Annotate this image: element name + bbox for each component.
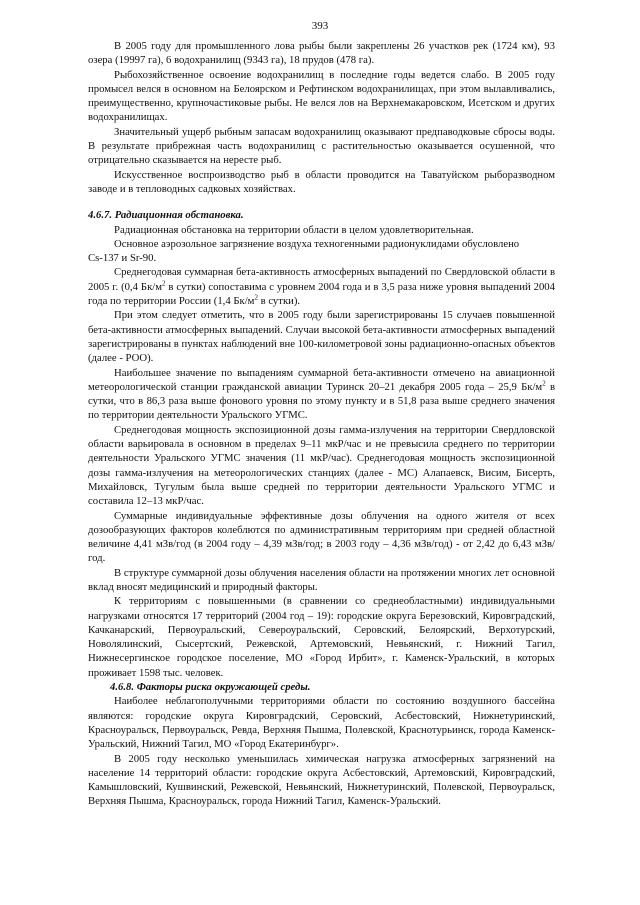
section-heading-radiation: 4.6.7. Радиационная обстановка. bbox=[88, 209, 244, 222]
text-run: в сутки) сопоставима с уровнем 2004 года и в 3,5 раза ниже уровня выпадений 2004 года по территории России (1,4 Бк/м bbox=[88, 280, 555, 308]
paragraph: Искусственное воспроизводство рыб в области проводится на Таватуйском рыборазводном заводе и в тепловодных садковых хозяйствах. bbox=[88, 168, 555, 195]
text-run: в сутки). bbox=[257, 295, 301, 308]
paragraph: К территориям с повышенными (в сравнении со среднеобластными) индивидуальными нагрузками относятся 17 территорий (2004 год – 19): городские округа Березовский, Кировградский, Качканарский, Первоуральский, Североуральский, Серовский, Белоярский, Верхотурский, Новолялинский, Сысертский, Режевской, Артемовский, Невьянский, г. Нижний Тагил, Нижнесергинское городское поселение, МО «Город Ирбит», г. Каменск-Уральский, в которых проживает 1598 тыс. человек. bbox=[88, 595, 555, 679]
paragraph-max-value bbox=[88, 366, 555, 423]
section-heading-risk-factors: 4.6.8. Факторы риска окружающей среды. bbox=[110, 681, 311, 694]
page-number: 393 bbox=[311, 20, 329, 32]
superscript: 2 bbox=[542, 379, 546, 388]
superscript: 2 bbox=[254, 293, 258, 302]
paragraph: Среднегодовая мощность экспозиционной дозы гамма-излучения на территории Свердловской области варьировала в основном в пределах 9–11 мкР/час и не превысила среднего по территории деятельности Уральского УГМС значения (11 мкР/час). Среднегодовая мощность экспозиционной дозы гамма-излучения на метеорологических станциях (далее - МС) Алапаевск, Висим, Бисерть, Михайловск, Тугулым была выше средней по территории деятельности Уральского УГМС и составила 12–13 мкР/час. bbox=[88, 423, 555, 508]
document-body bbox=[88, 39, 555, 809]
paragraph: Радиационная обстановка на территории области в целом удовлетворительная. bbox=[114, 223, 474, 236]
paragraph: Значительный ущерб рыбным запасам водохранилищ оказывают предпаводковые сбросы воды. В результате прибрежная часть водохранилищ с растительностью оказывается осушенной, что отрицательно сказывается на нересте рыб. bbox=[88, 125, 555, 167]
paragraph: В 2005 году для промышленного лова рыбы были закреплены 26 участков рек (1724 км), 93 озера (19997 га), 6 водохранилищ (9343 га), 18 прудов (478 га). bbox=[88, 40, 555, 67]
paragraph: При этом следует отметить, что в 2005 году были зарегистрированы 15 случаев повышенной бета-активности атмосферных выпадений. Случаи высокой бета-активности атмосферных выпадений зарегистрированы в пунктах наблюдений вне 100-километровой зоны радиационно-опасных объектов (далее - РОО). bbox=[88, 309, 555, 365]
text-run: в сутки, что в 86,3 раза выше фонового уровня по этому пункту и в 51,8 раза выше среднего значения по территории деятельности Уральского УГМС. bbox=[88, 380, 555, 422]
paragraph: Суммарные индивидуальные эффективные дозы облучения на одного жителя от всех дозообразующих факторов колеблются по административным территориям при средней областной величине 4,41 мЗв/год (в 2004 году – 4,39 мЗв/год; в 2003 году – 4,36 мЗв/год) - от 2,42 до 6,43 мЗв/год. bbox=[88, 509, 555, 565]
text-run: Среднегодовая суммарная бета-активность атмосферных выпадений по Свердловской области в 2005 г. (0,4 Бк/м bbox=[88, 266, 555, 293]
paragraph: Рыбохозяйственное освоение водохранилищ в последние годы ведется слабо. В 2005 году промысел велся в основном на Белоярском и Рефтинском водохранилищах, при этом вылавливались, преимущественно, крупночастиковые рыбы. Не велся лов на Верхнемакаровском, Исетском и других водохранилищах. bbox=[88, 68, 555, 124]
text-run: Наибольшее значение по выпадениям суммарной бета-активности отмечено на авиационной метеорологической станции гражданской авиации Туринск 20–21 декабря 2005 года – 25,9 Бк/м bbox=[88, 366, 555, 393]
paragraph: В структуре суммарной дозы облучения населения области на протяжении многих лет основной вклад вносят медицинский и природный факторы. bbox=[88, 566, 555, 593]
paragraph: Основное аэрозольное загрязнение воздуха техногенными радионуклидами обусловлено bbox=[114, 237, 520, 250]
paragraph: В 2005 году несколько уменьшилась химическая нагрузка атмосферных загрязнений на население 14 территорий области: городские округа Асбестовский, Артемовский, Кировградский, Камышловский, Кушвинский, Режевской, Невьянский, Нижнетуринский, Полевской, Первоуральск, Верхняя Пышма, Красноуральск, города Нижний Тагил, Каменск-Уральский. bbox=[88, 752, 555, 808]
paragraph: Наиболее неблагополучными территориями области по состоянию воздушного бассейна являются: городские округа Кировградский, Серовский, Асбестовский, Нижнетуринский, Красноуральск, Первоуральск, Ревда, Верхняя Пышма, Полевской, Краснотурьинск, города Каменск-Уральский, Нижний Тагил, МО «Город Екатеринбург». bbox=[88, 695, 555, 751]
superscript: 2 bbox=[162, 279, 166, 288]
paragraph: Cs-137 и Sr-90. bbox=[88, 252, 157, 265]
paragraph-beta-activity bbox=[88, 265, 555, 308]
